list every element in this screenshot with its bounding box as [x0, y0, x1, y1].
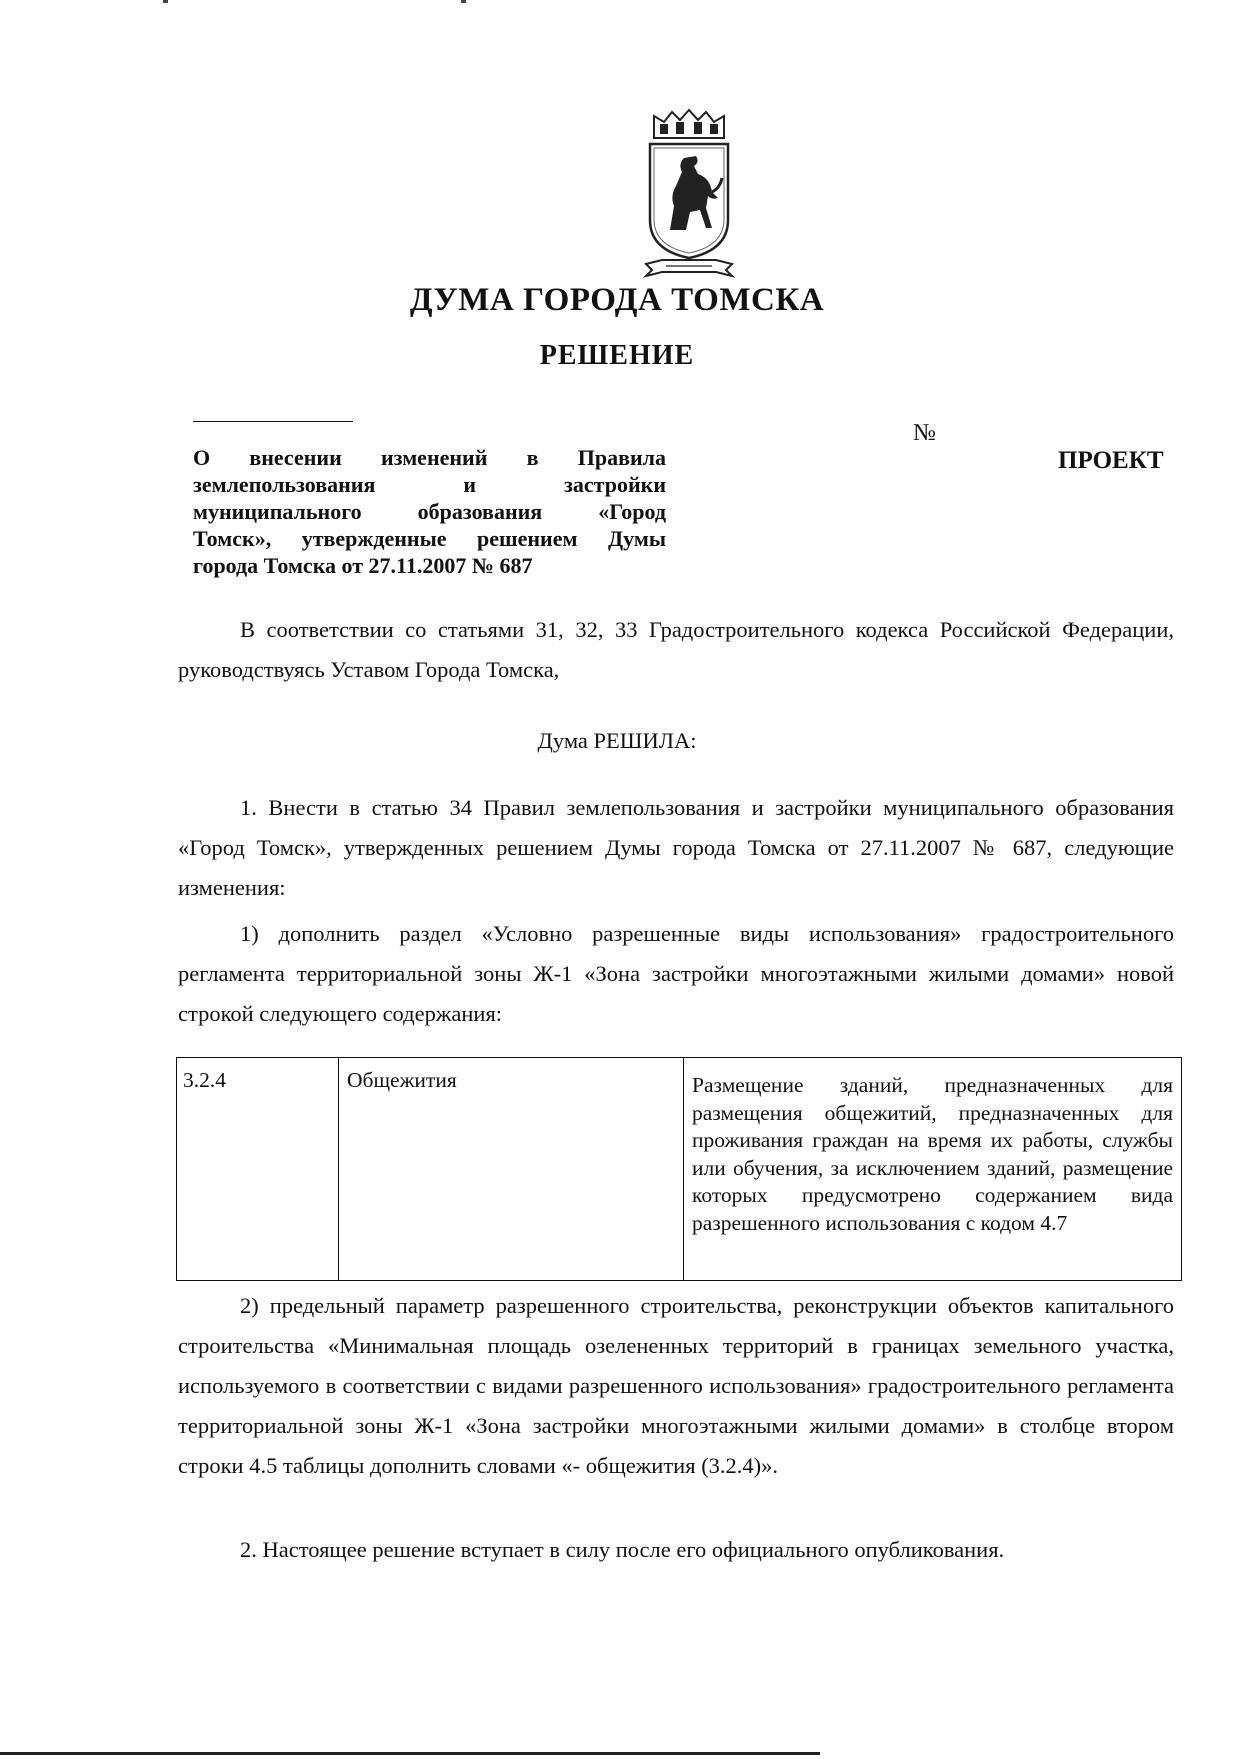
draft-label: ПРОЕКТ [1058, 447, 1164, 474]
use-code-cell: 3.2.4 [177, 1058, 339, 1281]
subject-line: землепользования и застройки [193, 472, 666, 497]
document-kind: РЕШЕНИЕ [539, 340, 695, 371]
preamble: В соответствии со статьями 31, 32, 33 Градостроительного кодекса Российской Федерации, руководствуясь Уставом Города Томска, [178, 617, 1174, 682]
page-edge-line [0, 1752, 820, 1755]
use-name-cell: Общежития [339, 1058, 684, 1281]
item-2: 2. Настоящее решение вступает в силу после его официального опубликования. [240, 1537, 1005, 1562]
subject-line: города Томска от 27.11.2007 № 687 [193, 553, 533, 578]
org-title: ДУМА ГОРОДА ТОМСКА [409, 282, 825, 318]
table-row [177, 1058, 1182, 1281]
use-type-table [176, 1057, 1182, 1281]
resolved-heading: Дума РЕШИЛА: [537, 728, 697, 753]
item-1-subitem-1: 1) дополнить раздел «Условно разрешенные виды использования» градостроительного регламента территориальной зоны Ж-1 «Зона застройки многоэтажными жилыми домами» новой строкой следующего содержания: [178, 921, 1174, 1026]
item-1-subitem-2: 2) предельный параметр разрешенного строительства, реконструкции объектов капитального строительства «Минимальная площадь озелененных территорий в границах земельного участка, используемого в соответствии с видами разрешенного использования» градостроительного регламента территориальной зоны Ж-1 «Зона застройки многоэтажными жилыми домами» в столбце втором строки 4.5 таблицы дополнить словами «- общежития (3.2.4)». [178, 1293, 1174, 1478]
date-blank-line [193, 421, 353, 422]
number-sign: № [913, 420, 936, 446]
scan-artifact [163, 0, 168, 3]
tomsk-coat-of-arms-icon [640, 108, 738, 280]
subject-line: муниципального образования «Город [193, 499, 666, 524]
scan-artifact [461, 0, 466, 3]
decision-subject [193, 444, 666, 579]
subject-line: О внесении изменений в Правила [193, 445, 666, 470]
subject-line: Томск», утвержденные решением Думы [193, 526, 666, 551]
use-description-cell: Размещение зданий, предназначенных для размещения общежитий, предназначенных для проживания граждан на время их работы, службы или обучения, за исключением зданий, размещение которых предусмотрено содержанием вида разрешенного использования с кодом 4.7 [684, 1058, 1182, 1281]
item-1: 1. Внести в статью 34 Правил землепользования и застройки муниципального образования «Город Томск», утвержденных решением Думы города Томска от 27.11.2007 № 687, следующие изменения: [178, 795, 1174, 900]
